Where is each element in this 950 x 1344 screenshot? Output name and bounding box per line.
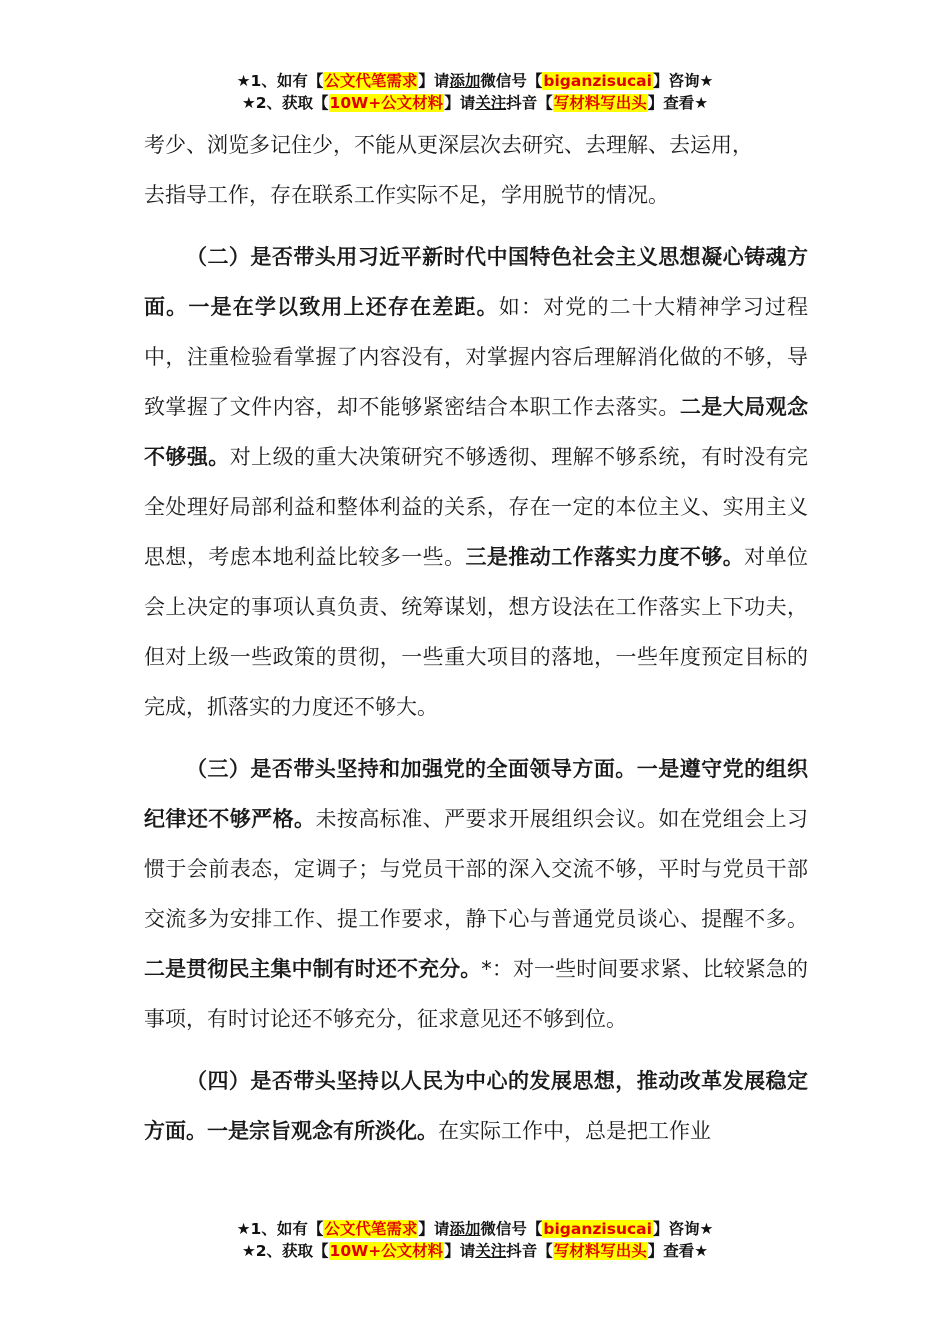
body-text: 考少、浏览多记住少，不能从更深层次去研究、去理解、去运用， [144,133,753,157]
header-banner [0,70,950,114]
banner-text: 抖音【 [506,1242,553,1260]
body-text: 对上级的重大决策研究不够透彻、理解不够系统，有时没有完全处理好局部利益和整体利益的关系，存在一定的本位主义、实用主义思想，考虑本地利益比较多一些。 [144,445,808,569]
banner-text: 】请 [444,94,476,112]
banner-highlight: 写材料写出头 [553,94,647,112]
banner-text: 】请 [444,1242,476,1260]
banner-text: 】查看★ [647,94,709,112]
body-text: 在实际工作中，总是把工作业 [438,1119,711,1143]
banner-highlight: biganzisucai [543,72,652,90]
section-heading: （三）是否带头坚持和加强党的全面领导方面。一是遵守党的组织纪律还不够严格。 [144,757,808,831]
body-text: 如：对党的二十大精神学习过程中，注重检验看掌握了内容没有，对掌握内容后理解消化做的不够，导致掌握了文件内容，却不能够紧密结合本职工作去落实。 [144,295,809,419]
banner-underline: 关注 [475,94,507,112]
section-heading: （二）是否带头用习近平新时代中国特色社会主义思想凝心铸魂方面。一是在学以致用上还存在差距。 [144,245,808,319]
document-body [144,120,808,1156]
section-heading: （四）是否带头坚持以人民为中心的发展思想，推动改革发展稳定方面。一是宗旨观念有所淡化。 [144,1069,808,1143]
banner-text: 】请 [418,72,450,90]
body-text: 未按高标准、严要求开展组织会议。如在党组会上习惯于会前表态，定调子；与党员干部的深入交流不够，平时与党员干部交流多为安排工作、提工作要求，静下心与普通党员谈心、提醒不多。 [144,807,809,931]
banner-line-1 [0,70,950,92]
banner-text: 微信号【 [480,1220,543,1238]
banner-text: 】查看★ [647,1242,709,1260]
banner-text: 】咨询★ [652,1220,714,1238]
paragraph-continued [144,120,808,220]
body-text: 去指导工作，存在联系工作实际不足，学用脱节的情况。 [144,183,669,207]
banner-line-2 [0,92,950,114]
banner-highlight: 10W+公文材料 [329,1242,444,1260]
banner-text: ★1、如有【 [236,72,324,90]
paragraph-section-2 [144,232,808,732]
banner-highlight: 写材料写出头 [553,1242,647,1260]
banner-highlight: 公文代笔需求 [324,1220,418,1238]
paragraph-section-4 [144,1056,808,1156]
point-heading: 二是贯彻民主集中制有时还不充分。 [144,957,482,981]
banner-underline: 关注 [475,1242,507,1260]
banner-text: ★2、获取【 [241,1242,329,1260]
banner-underline: 添加 [449,1220,481,1238]
banner-highlight: 10W+公文材料 [329,94,444,112]
banner-highlight: 公文代笔需求 [324,72,418,90]
banner-text: 】请 [418,1220,450,1238]
banner-text: 抖音【 [506,94,553,112]
banner-text: ★1、如有【 [236,1220,324,1238]
point-heading: 二是大局观念不够强。 [144,395,809,469]
body-text: *：对一些时间要求紧、比较紧急的事项，有时讨论还不够充分，征求意见还不够到位。 [144,957,809,1031]
banner-underline: 添加 [449,72,481,90]
banner-text: 】咨询★ [652,72,714,90]
banner-line-2 [0,1240,950,1262]
paragraph-section-3 [144,744,808,1044]
banner-text: ★2、获取【 [241,94,329,112]
footer-banner [0,1218,950,1262]
point-heading: 三是推动工作落实力度不够。 [465,545,745,569]
body-text: 对单位会上决定的事项认真负责、统筹谋划，想方设法在工作落实上下功夫，但对上级一些政策的贯彻，一些重大项目的落地，一些年度预定目标的完成，抓落实的力度还不够大。 [144,545,809,719]
banner-line-1 [0,1218,950,1240]
banner-text: 微信号【 [480,72,543,90]
banner-highlight: biganzisucai [543,1220,652,1238]
